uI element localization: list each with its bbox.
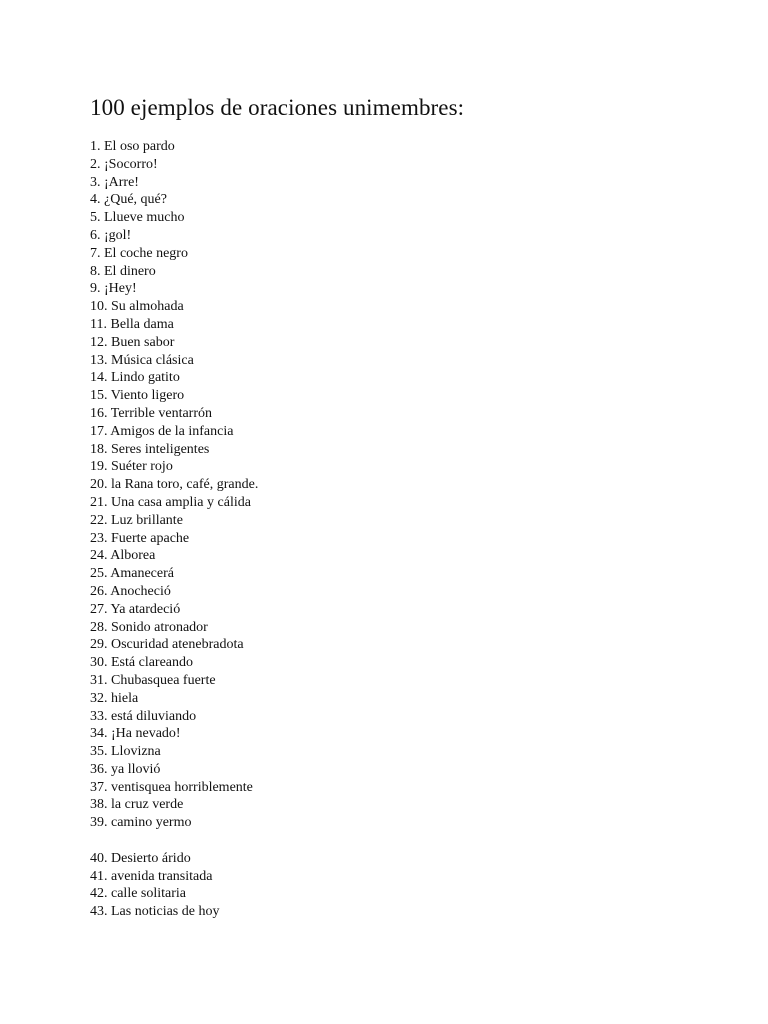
list-item: 5. Llueve mucho [90,210,185,226]
list-item: 31. Chubasquea fuerte [90,672,216,688]
list-item: 10. Su almohada [90,299,184,315]
list-item: 43. Las noticias de hoy [90,904,220,920]
list-item: 39. camino yermo [90,815,192,831]
list-item: 19. Suéter rojo [90,459,173,475]
list-item: 25. Amanecerá [90,566,174,582]
list-item: 24. Alborea [90,548,156,564]
list-item: 2. ¡Socorro! [90,156,158,172]
list-item: 3. ¡Arre! [90,174,139,190]
list-item: 16. Terrible ventarrón [90,405,212,421]
list-item: 17. Amigos de la infancia [90,423,234,439]
list-item: 42. calle solitaria [90,886,187,902]
list-item: 7. El coche negro [90,245,188,261]
list-item: 29. Oscuridad atenebradota [90,637,244,653]
list-item: 18. Seres inteligentes [90,441,210,457]
list-item: 36. ya llovió [90,761,161,777]
list-item: 11. Bella dama [90,316,174,332]
list-item: 37. ventisquea horriblemente [90,779,253,795]
list-item: 21. Una casa amplia y cálida [90,494,251,510]
list-item: 9. ¡Hey! [90,281,137,297]
list-item: 14. Lindo gatito [90,370,180,386]
list-item: 34. ¡Ha nevado! [90,726,181,742]
list-item: 38. la cruz verde [90,797,184,813]
list-item: 35. Llovizna [90,744,161,760]
list-item: 23. Fuerte apache [90,530,190,546]
list-item: 32. hiela [90,690,139,706]
list-item: 4. ¿Qué, qué? [90,192,167,208]
list-item: 40. Desierto árido [90,850,191,866]
list-item: 22. Luz brillante [90,512,183,528]
list-item: 33. está diluviando [90,708,197,724]
list-item: 28. Sonido atronador [90,619,208,635]
list-item: 13. Música clásica [90,352,194,368]
list-item: 1. El oso pardo [90,139,175,154]
list-item: 6. ¡gol! [90,227,132,243]
list-item: 20. la Rana toro, café, grande. [90,477,259,493]
list-item: 26. Anocheció [90,583,171,599]
list-item: 15. Viento ligero [90,388,185,404]
examples-list [90,138,258,921]
list-item: 27. Ya atardeció [90,601,181,617]
list-item: 8. El dinero [90,263,156,279]
list-item: 12. Buen sabor [90,334,175,350]
list-item: 41. avenida transitada [90,868,213,884]
list-item: 30. Está clareando [90,655,194,671]
page-title: 100 ejemplos de oraciones unimembres: [90,95,465,120]
